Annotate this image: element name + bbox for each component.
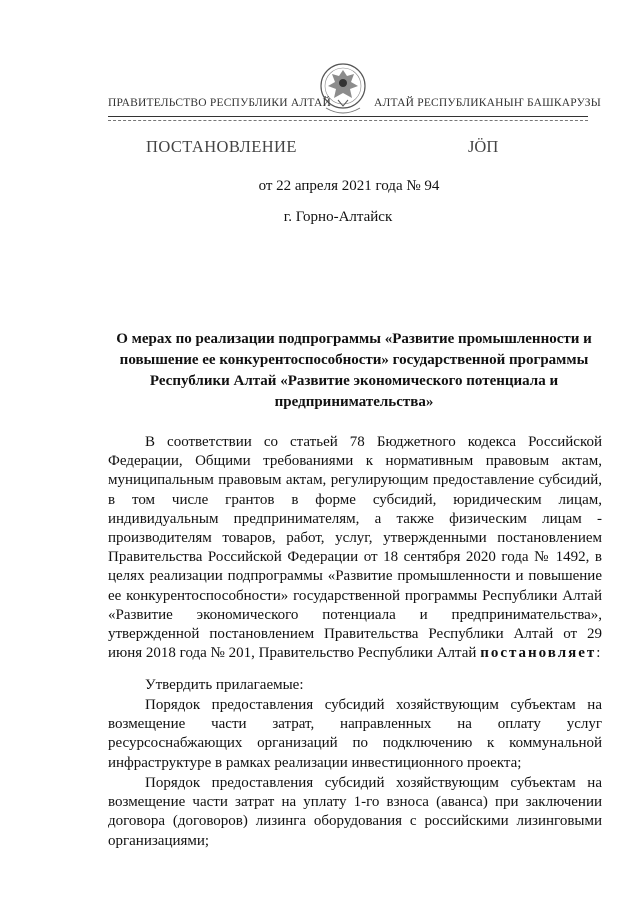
gov-name-right: АЛТАЙ РЕСПУБЛИКАНЫҤ БАШКАРУЗЫ xyxy=(374,97,601,109)
paragraph-text: В соответствии со статьей 78 Бюджетного кодекса Российской Федерации, Общими требованиями к нормативным правовым актам, муниципальным правовым актам, регулирующим предоставление субсидий, в том числе грантов в форме субсидий, юридическим лицам, индивидуальным предпринимателям, а также физическим лицам - производителям товаров, работ, услуг, утвержденными постановлением Правительства Российской Федерации от 18 сентября 2020 года № 1492, в целях реализации подпрограммы «Развитие промышленности и повышение ее конкурентоспособности» государственной программы Республики Алтай «Развитие экономического потенциала и предпринимательства», утвержденной постановлением Правительства Республики Алтай от 29 июня 2018 года № 201, Правительство Республики Алтай xyxy=(108,434,602,662)
document-type-local: ЈÖП xyxy=(468,137,499,156)
document-title: О мерах по реализации подпрограммы «Развитие промышленности и повышение ее конкурентоспособности» государственной программы Республики Алтай «Развитие экономического потенциала и предпринимательства» xyxy=(116,331,592,410)
city-text: г. Горно-Алтайск xyxy=(283,209,393,225)
body-paragraph-4: Порядок предоставления субсидий хозяйствующим субъектам на возмещение части затрат на уплату 1-го взноса (аванса) при заключении договора (договоров) лизинга оборудования с российскими лизинговыми организациями; xyxy=(108,775,602,849)
document-type: ПОСТАНОВЛЕНИЕ xyxy=(146,137,297,156)
gov-name-left: ПРАВИТЕЛЬСТВО РЕСПУБЛИКИ АЛТАЙ xyxy=(108,97,332,109)
document-city xyxy=(0,209,640,226)
coat-of-arms-icon xyxy=(318,56,368,122)
body-paragraph-1 xyxy=(108,433,602,663)
header-divider xyxy=(108,116,588,117)
document-date xyxy=(0,178,640,195)
header-divider-secondary xyxy=(108,120,588,121)
body-paragraph-2: Утвердить прилагаемые: xyxy=(145,677,304,693)
body-paragraph-3: Порядок предоставления субсидий хозяйствующим субъектам на возмещение части затрат, направленных на оплату услуг ресурсоснабжающих организаций по подключению к коммунальной инфраструктуре в рамках реализации инвестиционного проекта; xyxy=(108,697,602,771)
resolution-keyword: постановляет xyxy=(480,645,597,662)
paragraph-end: : xyxy=(596,645,601,662)
date-text: от 22 апреля 2021 года № 94 xyxy=(258,178,440,194)
